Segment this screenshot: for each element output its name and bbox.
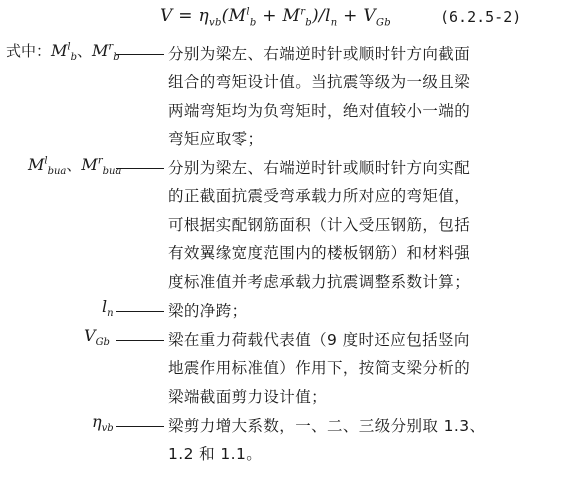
formula-line xyxy=(0,4,564,34)
definition-line: 梁端截面剪力设计值； xyxy=(168,387,328,406)
definition-line: 梁的净跨； xyxy=(168,302,248,320)
definition-item xyxy=(0,326,564,412)
definition-symbol: $M^l_{bua}$、$M^r_{bua}$ xyxy=(28,155,122,178)
definition-dash xyxy=(116,326,166,354)
definition-text xyxy=(168,326,558,411)
definition-symbol: $\eta_{vb}$ xyxy=(92,412,114,435)
definition-symbol: $l_n$ xyxy=(102,297,114,320)
definition-item xyxy=(0,154,564,297)
definition-dash xyxy=(116,412,166,440)
definition-line: 组合的弯矩设计值。当抗震等级为一级且梁 xyxy=(168,73,471,92)
definition-line: 梁在重力荷载代表值（9 度时还应包括竖向 xyxy=(168,331,470,349)
definition-line: 地震作用标准值）作用下，按简支梁分析的 xyxy=(168,359,471,378)
variable-definitions xyxy=(0,40,564,470)
definition-item xyxy=(0,297,564,326)
definition-dash xyxy=(116,154,166,182)
definition-line: 梁剪力增大系数，一、二、三级分别取 1.3、 xyxy=(168,417,486,435)
definition-text xyxy=(168,154,558,296)
definition-line: 的正截面抗震受弯承载力所对应的弯矩值， xyxy=(168,187,471,206)
equation-number: (6.2.5-2) xyxy=(440,8,522,26)
definition-dash xyxy=(116,297,166,325)
definition-line: 有效翼缘宽度范围内的楼板钢筋）和材料强 xyxy=(168,244,471,263)
definition-line: 度标准值并考虑承载力抗震调整系数计算； xyxy=(168,272,471,291)
definition-text xyxy=(168,412,558,469)
definition-text xyxy=(168,40,558,154)
prefix-label: 式中： xyxy=(6,42,52,60)
definition-line: 分别为梁左、右端逆时针或顺时针方向截面 xyxy=(168,45,471,63)
definition-item xyxy=(0,40,564,154)
shear-formula: $V = \eta_{vb}(M^l_b + M^r_b)/l_n + V_{Gb}$ xyxy=(160,6,391,29)
definition-line: 1.2 和 1.1。 xyxy=(168,445,263,464)
definition-line: 两端弯矩均为负弯矩时，绝对值较小一端的 xyxy=(168,101,471,120)
definition-line: 弯矩应取零； xyxy=(168,130,264,149)
definition-symbol: $V_{Gb}$ xyxy=(84,326,110,349)
definition-dash xyxy=(116,40,166,68)
definition-item xyxy=(0,412,564,470)
definition-symbol: 式中：$M^l_b$、$M^r_b$ xyxy=(6,41,120,64)
definition-line: 可根据实配钢筋面积（计入受压钢筋，包括 xyxy=(168,215,471,234)
definition-text xyxy=(168,297,558,325)
definition-line: 分别为梁左、右端逆时针或顺时针方向实配 xyxy=(168,159,471,177)
